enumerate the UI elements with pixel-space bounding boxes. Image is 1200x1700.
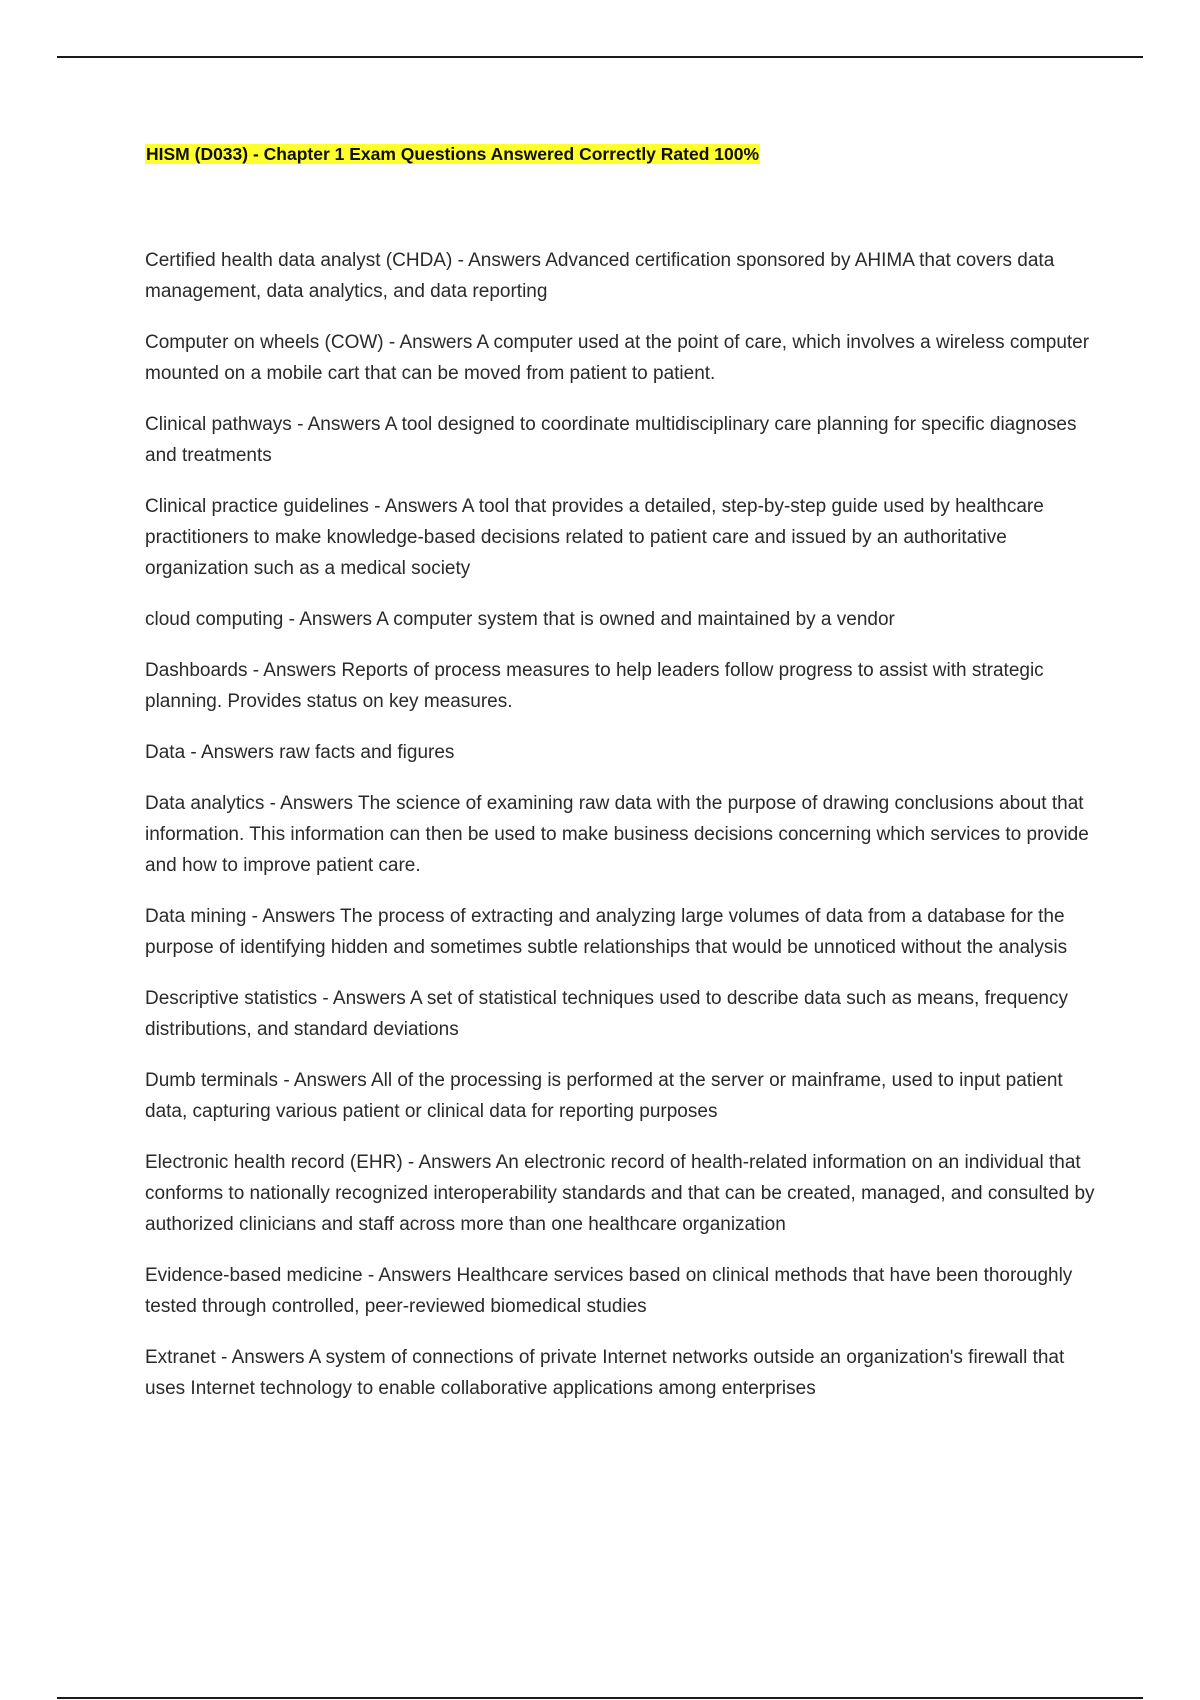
entry-ehr: Electronic health record (EHR) - Answers An electronic record of health-related information on an individual that conforms to nationally recognized interoperability standards and that can be created, managed, and consulted by authorized clinicians and staff across more than one healthcare organization (145, 1152, 1095, 1235)
entry-clinical-pathways: Clinical pathways - Answers A tool designed to coordinate multidisciplinary care planning for specific diagnoses and treatments (145, 414, 1077, 466)
entry-data-mining: Data mining - Answers The process of extracting and analyzing large volumes of data from a database for the purpose of identifying hidden and sometimes subtle relationships that would be unnoticed without the analysis (145, 906, 1068, 958)
entry-dumb-terminals: Dumb terminals - Answers All of the processing is performed at the server or mainframe, used to input patient data, capturing various patient or clinical data for reporting purposes (145, 1070, 1063, 1122)
entry-clinical-practice-guidelines: Clinical practice guidelines - Answers A tool that provides a detailed, step-by-step guide used by healthcare practitioners to make knowledge-based decisions related to patient care and issued by an authoritative organization such as a medical society (145, 496, 1044, 579)
entry-extranet: Extranet - Answers A system of connections of private Internet networks outside an organization's firewall that uses Internet technology to enable collaborative applications among enterprises (145, 1347, 1065, 1399)
document-body (145, 142, 1095, 1424)
header-rule (57, 56, 1143, 58)
document-title (145, 142, 760, 167)
footer-rule (57, 1697, 1143, 1699)
entry-data-analytics: Data analytics - Answers The science of examining raw data with the purpose of drawing conclusions about that information. This information can then be used to make business decisions concerning which services to provide and how to improve patient care. (145, 793, 1089, 876)
entry-evidence-based-medicine: Evidence-based medicine - Answers Healthcare services based on clinical methods that have been thoroughly tested through controlled, peer-reviewed biomedical studies (145, 1265, 1073, 1317)
entry-cloud-computing: cloud computing - Answers A computer system that is owned and maintained by a vendor (145, 609, 895, 630)
entry-descriptive-statistics: Descriptive statistics - Answers A set of statistical techniques used to describe data such as means, frequency distributions, and standard deviations (145, 988, 1069, 1040)
entry-cow: Computer on wheels (COW) - Answers A computer used at the point of care, which involves a wireless computer mounted on a mobile cart that can be moved from patient to patient. (145, 332, 1090, 384)
entry-data: Data - Answers raw facts and figures (145, 742, 455, 763)
entry-chda: Certified health data analyst (CHDA) - Answers Advanced certification sponsored by AHIMA that covers data management, data analytics, and data reporting (145, 250, 1055, 302)
entry-dashboards: Dashboards - Answers Reports of process measures to help leaders follow progress to assist with strategic planning. Provides status on key measures. (145, 660, 1044, 712)
entry-list (145, 245, 1095, 1404)
title-highlight: HISM (D033) - Chapter 1 Exam Questions Answered Correctly Rated 100% (146, 144, 760, 164)
